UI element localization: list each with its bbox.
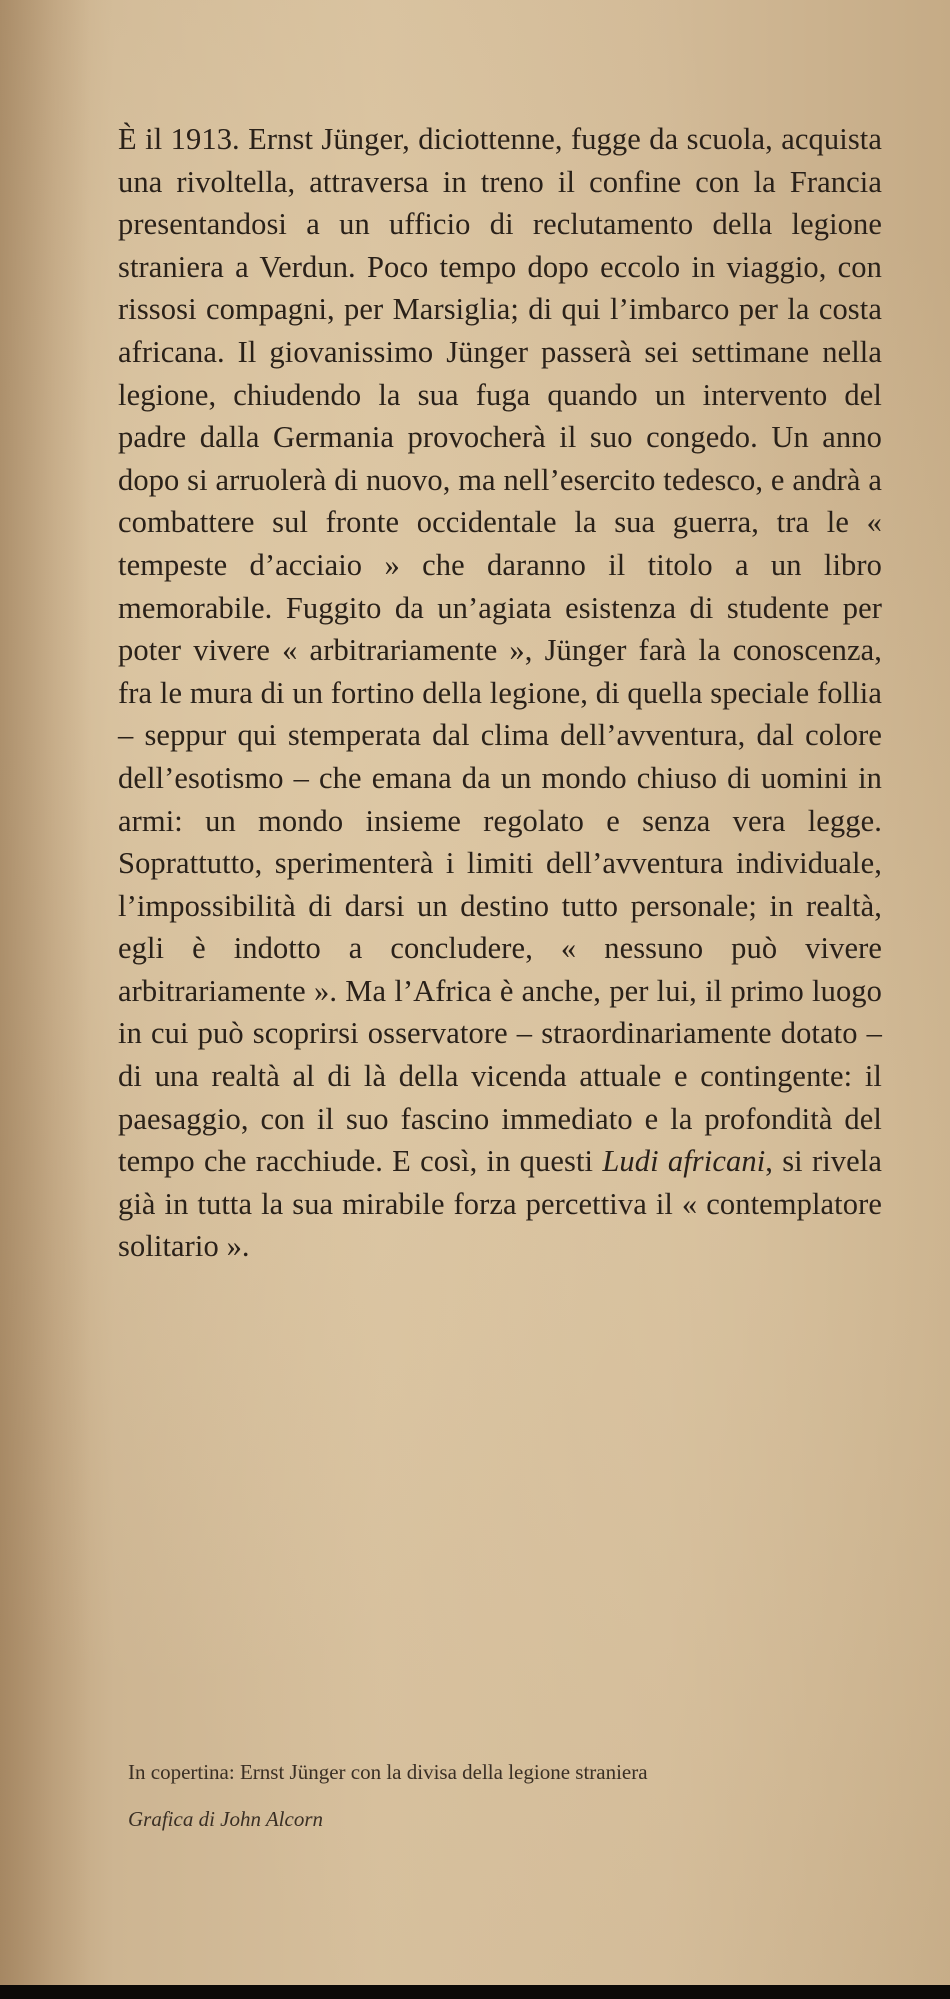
book-title: Ludi africani (602, 1144, 766, 1179)
graphics-credit: Grafica di John Alcorn (128, 1807, 324, 1831)
blurb-text (118, 118, 882, 1268)
scan-bottom-edge (0, 1985, 950, 1999)
blurb-part-2: , si rivela già in tutta la sua mirabile forza percettiva il « contemplatore solitario ». (118, 1144, 882, 1264)
blurb-part-1: È il 1913. Ernst Jünger, diciottenne, fugge da scuola, acquista una rivoltella, attraversa in treno il confine con la Francia presentandosi a un ufficio di reclutamento della legione straniera a Verdun. Poco tempo dopo eccolo in viaggio, con rissosi compagni, per Marsiglia; di qui l’imbarco per la costa africana. Il giovanissimo Jünger passerà sei settimane nella legione, chiudendo la sua fuga quando un intervento del padre dalla Germania provocherà il suo congedo. Un anno dopo si arruolerà di nuovo, ma nell’esercito tedesco, e andrà a combattere sul fronte occidentale la sua guerra, tra le « tempeste d’acciaio » che daranno il titolo a un libro memorabile. Fuggito da un’agiata esistenza di studente per poter vivere « arbitrariamente », Jünger farà la conoscenza, fra le mura di un fortino della legione, di quella speciale follia – seppur qui stemperata dal clima dell’avventura, dal colore dell’esotismo – che emana da un mondo chiuso di uomini in armi: un mondo insieme regolato e senza vera legge. Soprattutto, sperimenterà i limiti dell’avventura individuale, l’impossibilità di darsi un destino tutto personale; in realtà, egli è indotto a concludere, « nessuno può vivere arbitrariamente ». Ma l’Africa è anche, per lui, il primo luogo in cui può scoprirsi osservatore – straordinariamente dotato – di una realtà al di là della vicenda attuale e contingente: il paesaggio, con il suo fascino immediato e la profondità del tempo che racchiude. E così, in questi (118, 122, 882, 1179)
credits (128, 1760, 888, 1832)
cover-credit: In copertina: Ernst Jünger con la divisa della legione straniera (128, 1760, 648, 1784)
worn-left-edge (0, 0, 90, 1999)
